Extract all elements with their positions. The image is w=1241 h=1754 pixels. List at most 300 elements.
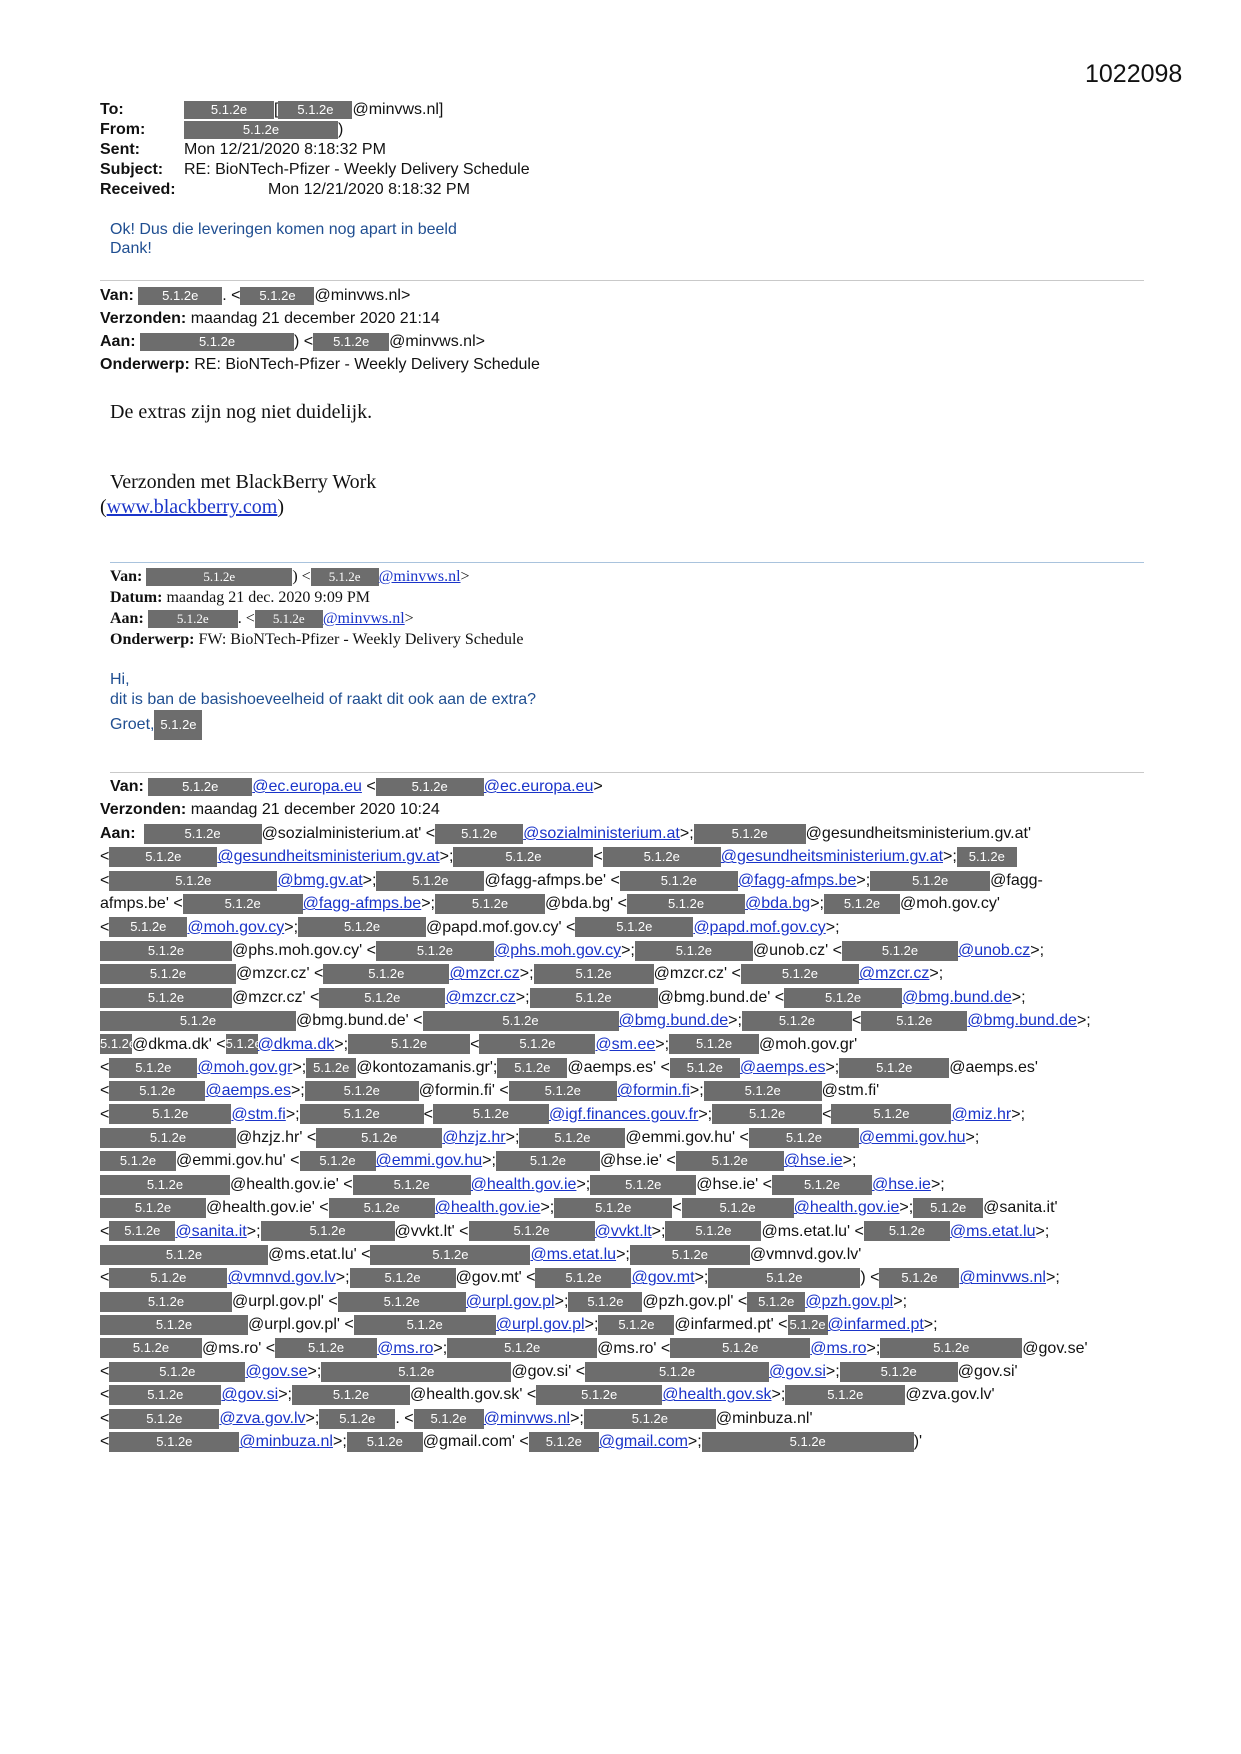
recipient-text: < — [672, 1199, 682, 1217]
redaction-box: 5.1.2e — [313, 333, 389, 351]
recipient-email-link[interactable]: @mzcr.cz — [858, 965, 930, 983]
recipients-row — [100, 1149, 1150, 1172]
redaction-box: 5.1.2e — [226, 1034, 258, 1054]
onderwerp-value: RE: BioNTech-Pfizer - Weekly Delivery Schedule — [194, 356, 540, 373]
recipient-text: >; — [694, 1269, 709, 1287]
redaction-box: 5.1.2e — [453, 847, 593, 867]
redaction-box: 5.1.2e — [144, 824, 262, 844]
recipient-text: < — [100, 1409, 110, 1427]
recipient-email-link[interactable]: @dkma.dk — [257, 1035, 335, 1053]
recipient-text: >; — [332, 1433, 347, 1451]
recipient-text: < — [100, 1105, 110, 1123]
datum-value: maandag 21 dec. 2020 9:09 PM — [166, 589, 370, 606]
redaction-box: 5.1.2e — [534, 964, 654, 984]
redaction-box: 5.1.2e — [712, 1104, 822, 1124]
redaction-box: 5.1.2e — [109, 871, 277, 891]
redaction-box: 5.1.2e — [100, 1245, 268, 1265]
recipient-email-link[interactable]: @vvkt.lt — [594, 1222, 652, 1240]
van-row — [110, 566, 523, 587]
recipient-text: < — [100, 1222, 110, 1240]
redaction-box: 5.1.2e — [469, 1221, 595, 1241]
recipient-text: @vmnvd.gov.lv' — [749, 1246, 862, 1264]
redaction-box: 5.1.2e — [329, 1198, 435, 1218]
recipient-email-link[interactable]: @ms.etat.lu — [949, 1222, 1036, 1240]
recipient-text: @phs.moh.gov.cy' < — [232, 941, 376, 959]
recipient-text: @papd.mof.gov.cy' < — [426, 918, 576, 936]
recipient-email-link[interactable]: @papd.mof.gov.cy — [693, 918, 826, 936]
redaction-box: 5.1.2e — [109, 1081, 205, 1101]
recipient-email-link[interactable]: @minvws.nl — [959, 1269, 1046, 1287]
redaction-box: 5.1.2e — [350, 1268, 456, 1288]
recipient-email-link[interactable]: @ms.ro — [810, 1339, 867, 1357]
redaction-box: 5.1.2e — [519, 1128, 625, 1148]
datum-label: Datum: — [110, 589, 163, 606]
aan-email-link[interactable]: @minvws.nl — [322, 610, 405, 627]
onderwerp-row — [100, 353, 540, 376]
divider — [100, 280, 1144, 281]
email-header — [100, 100, 530, 200]
aan-label: Aan: — [110, 610, 144, 627]
recipient-email-link[interactable]: @minbuza.nl — [239, 1433, 333, 1451]
recipients-row — [100, 822, 1150, 845]
recipient-email-link[interactable]: @mzcr.cz — [445, 988, 516, 1006]
recipient-text: @urpl.gov.pl' < — [248, 1316, 354, 1334]
recipients-row — [100, 1033, 1150, 1056]
recipients-row — [100, 1313, 1150, 1336]
recipients-row — [100, 1126, 1150, 1149]
angle-close: > — [460, 568, 470, 585]
redaction-box: 5.1.2e — [109, 1409, 219, 1429]
recipient-email-link[interactable]: @unob.cz — [957, 941, 1031, 959]
recipient-email-link[interactable]: @gov.si — [769, 1362, 826, 1380]
redaction-box: 5.1.2e — [742, 1011, 852, 1031]
redaction-box: 5.1.2e — [100, 1315, 248, 1335]
redaction-box: 5.1.2e — [676, 1151, 784, 1171]
recipient-email-link[interactable]: @emmi.gov.hu — [375, 1152, 483, 1170]
recipient-text: >; — [689, 1082, 704, 1100]
recipient-text: @moh.gov.gr' — [759, 1035, 858, 1053]
recipient-email-link[interactable]: @gmail.com — [598, 1433, 688, 1451]
recipient-text: @ms.etat.lu' < — [761, 1222, 864, 1240]
redaction-box: 5.1.2e — [839, 1058, 949, 1078]
recipient-text: @mzcr.cz' < — [653, 965, 741, 983]
redaction-box: 5.1.2e — [323, 964, 449, 984]
redaction-box: 5.1.2e — [376, 871, 484, 891]
received-value: Mon 12/21/2020 8:18:32 PM — [268, 181, 470, 198]
verzonden-value: maandag 21 december 2020 21:14 — [190, 310, 440, 327]
redaction-box: 5.1.2e — [100, 1011, 296, 1031]
subject-label: Subject: — [100, 161, 164, 178]
recipient-text: . < — [395, 1409, 414, 1427]
recipient-text: @mzcr.cz' < — [232, 988, 320, 1006]
van-row — [100, 775, 603, 798]
redaction-box: 5.1.2e — [109, 1104, 231, 1124]
redaction-box: 5.1.2e — [585, 1362, 769, 1382]
recipients-list — [100, 822, 1150, 1454]
redaction-box: 5.1.2e — [100, 1292, 232, 1312]
recipient-email-link[interactable]: @pzh.gov.pl — [805, 1292, 894, 1310]
aan-row — [100, 330, 540, 353]
to-label: To: — [100, 101, 124, 118]
recipient-text: @stm.fi' — [821, 1082, 880, 1100]
greeting: Groet, — [110, 716, 155, 734]
recipient-email-link[interactable]: @fagg-afmps.be — [302, 895, 422, 913]
redaction-box: 5.1.2e — [447, 1338, 597, 1358]
recipient-text: >; — [515, 988, 530, 1006]
redaction-box: 5.1.2e — [278, 101, 352, 119]
redaction-box: 5.1.2e — [831, 1104, 951, 1124]
recipient-text: < — [822, 1105, 832, 1123]
recipient-text: @pzh.gov.pl' < — [642, 1292, 748, 1310]
divider — [110, 772, 1144, 773]
recipients-row — [100, 939, 1150, 962]
recipient-text: afmps.be' < — [100, 895, 183, 913]
recipient-email-link[interactable]: @sozialministerium.at — [523, 825, 680, 842]
recipient-email-link[interactable]: @phs.moh.gov.cy — [493, 941, 622, 959]
recipient-email-link[interactable]: @infarmed.pt — [827, 1316, 924, 1334]
van-email-link[interactable]: @minvws.nl — [378, 568, 461, 585]
redaction-box: 5.1.2e — [311, 568, 379, 586]
recipients-row — [100, 1079, 1150, 1102]
recipient-text: >; — [307, 1362, 322, 1380]
recipient-text: >; — [284, 918, 299, 936]
recipient-text: < — [851, 1012, 862, 1030]
recipient-text: >; — [540, 1199, 555, 1217]
redaction-box: 5.1.2e — [861, 1011, 967, 1031]
onderwerp-label: Onderwerp: — [110, 631, 195, 648]
recipient-email-link[interactable]: @gesundheitsministerium.gv.at — [720, 848, 944, 866]
redaction-box: 5.1.2e — [704, 1081, 822, 1101]
recipient-text: @health.gov.ie' < — [230, 1175, 353, 1193]
redaction-box: 5.1.2e — [536, 1385, 662, 1405]
redaction-box: 5.1.2e — [100, 964, 236, 984]
recipient-text: @gov.mt' < — [455, 1269, 536, 1287]
redaction-box: 5.1.2e — [670, 1058, 740, 1078]
recipients-row — [100, 1290, 1150, 1313]
verzonden-row — [100, 307, 540, 330]
redaction-box: 5.1.2e — [184, 101, 274, 119]
recipient-text: >; — [305, 1409, 320, 1427]
recipient-text: >; — [810, 895, 824, 913]
angle-close: > — [404, 610, 414, 627]
redaction-box: 5.1.2e — [100, 941, 232, 961]
redaction-box: 5.1.2e — [100, 1151, 176, 1171]
recipient-text: >; — [290, 1082, 305, 1100]
recipient-text: >; — [866, 1339, 881, 1357]
redaction-box: 5.1.2e — [353, 1175, 471, 1195]
recipients-row — [100, 1173, 1150, 1196]
recipient-email-link[interactable]: @hse.ie — [872, 1175, 931, 1193]
recipient-text: >; — [825, 1362, 840, 1380]
recipient-text: @ms.ro' < — [597, 1339, 671, 1357]
redaction-box: 5.1.2e — [148, 610, 238, 628]
redaction-box: 5.1.2e — [100, 1034, 132, 1054]
recipient-email-link[interactable]: @emmi.gov.hu — [858, 1129, 966, 1147]
redaction-box: 5.1.2e — [305, 1081, 419, 1101]
blackberry-link[interactable]: www.blackberry.com — [106, 496, 278, 518]
datum-row — [110, 587, 523, 608]
verzonden-row — [100, 798, 603, 821]
recipient-text: >; — [930, 1175, 945, 1193]
redaction-box: 5.1.2e — [479, 1034, 595, 1054]
aan-separator: . < — [237, 610, 255, 627]
document-number: 1022098 — [1085, 60, 1183, 88]
recipient-text: @aemps.es' — [949, 1058, 1038, 1076]
recipient-text: < — [100, 1362, 110, 1380]
recipient-email-link[interactable]: @ms.etat.lu — [530, 1246, 617, 1264]
recipient-text: >; — [655, 1035, 670, 1053]
recipient-text: >; — [584, 1316, 599, 1334]
recipient-text: @ms.ro' < — [202, 1339, 276, 1357]
recipient-text: @hse.ie' < — [696, 1175, 773, 1193]
signature: Verzonden met BlackBerry Work — [110, 471, 377, 493]
verzonden-label: Verzonden: — [100, 310, 187, 327]
recipient-text: >; — [1030, 941, 1045, 959]
redaction-box: 5.1.2e — [630, 1245, 750, 1265]
redaction-box: 5.1.2e — [509, 1081, 617, 1101]
recipients-row — [100, 1337, 1150, 1360]
recipient-email-link[interactable]: @hse.ie — [783, 1152, 843, 1170]
redaction-box: 5.1.2e — [880, 1338, 1022, 1358]
redaction-box: 5.1.2e — [535, 1268, 631, 1288]
paren-open: ( — [100, 496, 107, 518]
redaction-box: 5.1.2e — [879, 1268, 959, 1288]
redaction-box: 5.1.2e — [109, 1362, 245, 1382]
redaction-box: 5.1.2e — [300, 1104, 424, 1124]
recipients-row — [100, 1220, 1150, 1243]
recipient-text: >; — [1011, 988, 1026, 1006]
recipient-email-link[interactable]: @vmnvd.gov.lv — [227, 1269, 336, 1287]
sent-value: Mon 12/21/2020 8:18:32 PM — [184, 141, 386, 158]
recipient-email-link[interactable]: @gesundheitsministerium.gv.at — [217, 848, 440, 866]
recipient-email-link[interactable]: @bmg.bund.de — [618, 1012, 729, 1030]
recipient-text: >; — [929, 965, 944, 983]
redaction-box: 5.1.2e — [154, 710, 202, 740]
redaction-box: 5.1.2e — [109, 1432, 239, 1452]
recipient-text: >; — [728, 1012, 742, 1030]
recipient-email-link[interactable]: @hzjz.hr — [442, 1129, 506, 1147]
reply-body — [110, 220, 457, 258]
recipient-email-link[interactable]: @health.gov.ie — [793, 1199, 900, 1217]
sender-email-link[interactable]: @ec.europa.eu — [483, 778, 594, 795]
recipient-text: >; — [825, 918, 840, 936]
recipient-text: @sanita.it' — [983, 1199, 1058, 1217]
recipient-email-link[interactable]: @miz.hr — [951, 1105, 1012, 1123]
recipients-row — [100, 986, 1150, 1009]
recipient-email-link[interactable]: @formin.fi — [616, 1082, 690, 1100]
recipient-text: @gmail.com' < — [422, 1433, 529, 1451]
recipient-text: @health.gov.ie' < — [206, 1199, 329, 1217]
to-separator: [ — [274, 101, 279, 118]
redaction-box: 5.1.2e — [669, 1034, 759, 1054]
redaction-box: 5.1.2e — [109, 1058, 197, 1078]
van-tail: @minvws.nl> — [314, 287, 411, 304]
recipient-email-link[interactable]: @bda.bg — [745, 895, 811, 913]
redaction-box: 5.1.2e — [183, 894, 303, 914]
recipients-row — [100, 1360, 1150, 1383]
recipients-row — [100, 1266, 1150, 1289]
onderwerp-label: Onderwerp: — [100, 356, 190, 373]
redaction-box: 5.1.2e — [784, 988, 902, 1008]
recipient-text: >; — [433, 1339, 448, 1357]
redaction-box: 5.1.2e — [785, 1385, 905, 1405]
redaction-box: 5.1.2e — [627, 894, 745, 914]
recipient-email-link[interactable]: @health.gov.sk — [662, 1386, 772, 1404]
redaction-box: 5.1.2e — [496, 1151, 600, 1171]
recipients-row — [100, 916, 1150, 939]
recipient-text: >; — [943, 848, 957, 866]
recipient-text: < — [100, 1386, 110, 1404]
redaction-box: 5.1.2e — [146, 568, 292, 586]
recipient-email-link[interactable]: @ms.ro — [377, 1339, 434, 1357]
recipients-row — [100, 1103, 1150, 1126]
recipient-email-link[interactable]: @bmg.bund.de — [967, 1012, 1077, 1030]
recipient-email-link[interactable]: @gov.mt — [631, 1269, 695, 1287]
recipients-row — [100, 845, 1150, 868]
recipient-text: @fagg-afmps.be' < — [484, 871, 620, 889]
redaction-box: 5.1.2e — [670, 1338, 810, 1358]
recipient-text: >; — [651, 1222, 666, 1240]
redaction-box: 5.1.2e — [620, 871, 738, 891]
recipient-text: ) < — [860, 1269, 880, 1287]
recipient-email-link[interactable]: @bmg.gv.at — [277, 871, 363, 889]
aan-row — [110, 608, 523, 629]
recipient-text: @hzjz.hr' < — [236, 1129, 317, 1147]
recipient-text: @gov.si' — [957, 1362, 1018, 1380]
redaction-box: 5.1.2e — [530, 988, 658, 1008]
recipient-text: @bmg.bund.de' < — [657, 988, 785, 1006]
recipient-email-link[interactable]: @fagg-afmps.be — [737, 871, 857, 889]
recipient-text: @bmg.bund.de' < — [296, 1012, 423, 1030]
recipient-email-link[interactable]: @sm.ee — [595, 1035, 656, 1053]
recipient-text: @formin.fi' < — [418, 1082, 509, 1100]
redaction-box: 5.1.2e — [435, 894, 545, 914]
recipient-email-link[interactable]: @aemps.es — [739, 1058, 826, 1076]
recipient-text: >; — [856, 871, 871, 889]
recipient-email-link[interactable]: @aemps.es — [205, 1082, 291, 1100]
recipient-text: < — [100, 848, 110, 866]
redaction-box: 5.1.2e — [747, 1292, 805, 1312]
recipient-text: >; — [771, 1386, 786, 1404]
recipient-email-link[interactable]: @urpl.gov.pl — [495, 1316, 585, 1334]
recipient-email-link[interactable]: @stm.fi — [231, 1105, 286, 1123]
subject-value: RE: BioNTech-Pfizer - Weekly Delivery Schedule — [184, 161, 530, 178]
redaction-box: 5.1.2e — [109, 1385, 221, 1405]
recipient-text: < — [100, 1433, 110, 1451]
redaction-box: 5.1.2e — [665, 1221, 761, 1241]
recipient-text: >; — [439, 848, 454, 866]
recipient-text: < — [100, 1269, 110, 1287]
recipient-text: >; — [334, 1035, 349, 1053]
recipient-text: >; — [554, 1292, 569, 1310]
recipient-text: >; — [1011, 1105, 1026, 1123]
recipient-text: @fagg- — [990, 871, 1043, 889]
paren-close: ) — [277, 496, 285, 518]
redaction-box: 5.1.2e — [275, 1338, 377, 1358]
message3-header — [110, 566, 523, 650]
van-separator: . < — [222, 287, 241, 304]
recipient-text: >; — [965, 1129, 980, 1147]
redaction-box: 5.1.2e — [376, 778, 484, 796]
recipient-text: >; — [505, 1129, 520, 1147]
redaction-box: 5.1.2e — [319, 988, 445, 1008]
recipient-email-link[interactable]: @gov.si — [221, 1386, 279, 1404]
recipient-email-link[interactable]: @mzcr.cz — [449, 965, 520, 983]
sent-row — [100, 140, 530, 160]
recipient-email-link[interactable]: @moh.gov.gr — [197, 1058, 293, 1076]
recipient-text: < — [100, 1058, 110, 1076]
redaction-box: 5.1.2e — [568, 1292, 642, 1312]
redaction-box: 5.1.2e — [100, 1338, 202, 1358]
verzonden-value: maandag 21 december 2020 10:24 — [190, 801, 440, 818]
recipient-text: @gesundheitsministerium.gv.at' — [805, 825, 1031, 842]
redaction-box: 5.1.2e — [370, 1245, 530, 1265]
redaction-box: 5.1.2e — [842, 941, 958, 961]
redaction-box: 5.1.2e — [749, 1128, 859, 1148]
recipient-text: @bda.bg' < — [544, 895, 628, 913]
recipient-text: @mzcr.cz' < — [236, 965, 324, 983]
recipient-email-link[interactable]: @health.gov.ie — [434, 1199, 541, 1217]
recipients-row-content — [144, 825, 1031, 842]
recipient-email-link[interactable]: @moh.gov.cy — [187, 918, 285, 936]
redaction-box: 5.1.2e — [788, 1315, 828, 1335]
angle-open: < — [361, 778, 376, 795]
recipients-rows — [100, 845, 1150, 1453]
redaction-box: 5.1.2e — [109, 1268, 227, 1288]
redaction-box: 5.1.2e — [584, 1409, 716, 1429]
recipient-text: @moh.gov.cy' — [900, 895, 1000, 913]
recipient-email-link[interactable]: @bmg.bund.de — [902, 988, 1012, 1006]
recipient-email-link[interactable]: @igf.finances.gouv.fr — [548, 1105, 699, 1123]
sender-email-link[interactable]: @ec.europa.eu — [252, 778, 362, 795]
recipient-text: @health.gov.sk' < — [410, 1386, 537, 1404]
from-row — [100, 120, 530, 140]
redaction-box: 5.1.2e — [423, 1011, 619, 1031]
reply-line: Ok! Dus die leveringen komen nog apart in beeld — [110, 221, 457, 238]
redaction-box: 5.1.2e — [321, 1362, 511, 1382]
recipient-email-link[interactable]: @zva.gov.lv — [219, 1409, 306, 1427]
to-address-tail: @minvws.nl] — [352, 101, 444, 118]
aan-label: Aan: — [100, 825, 136, 842]
recipient-email-link[interactable]: @minvws.nl — [483, 1409, 571, 1427]
from-label: From: — [100, 121, 146, 138]
recipient-email-link[interactable]: @health.gov.ie — [470, 1175, 577, 1193]
recipients-row — [100, 892, 1150, 915]
redaction-box: 5.1.2e — [913, 1198, 983, 1218]
redaction-box: 5.1.2e — [603, 847, 721, 867]
recipient-text: >; — [1076, 1012, 1091, 1030]
recipient-text: >; — [679, 825, 694, 842]
recipient-text: @zva.gov.lv' — [905, 1386, 995, 1404]
redaction-box: 5.1.2e — [292, 1385, 410, 1405]
recipients-row — [100, 1056, 1150, 1079]
sent-label: Sent: — [100, 141, 140, 158]
redaction-box: 5.1.2e — [497, 1058, 567, 1078]
recipient-email-link[interactable]: @urpl.gov.pl — [465, 1292, 555, 1310]
recipient-text: >; — [621, 941, 635, 959]
recipient-email-link[interactable]: @gov.se — [245, 1362, 308, 1380]
redaction-box: 5.1.2e — [347, 1432, 423, 1452]
recipient-text: )' — [913, 1433, 923, 1451]
redaction-box: 5.1.2e — [957, 847, 1017, 867]
recipient-text: @vvkt.lt' < — [394, 1222, 469, 1240]
redaction-box: 5.1.2e — [319, 1409, 395, 1429]
recipient-email-link[interactable]: @sanita.it — [175, 1222, 247, 1240]
recipient-text: >; — [899, 1199, 914, 1217]
recipient-text: >; — [1045, 1269, 1060, 1287]
redaction-box: 5.1.2e — [598, 1315, 674, 1335]
van-label: Van: — [110, 568, 143, 585]
